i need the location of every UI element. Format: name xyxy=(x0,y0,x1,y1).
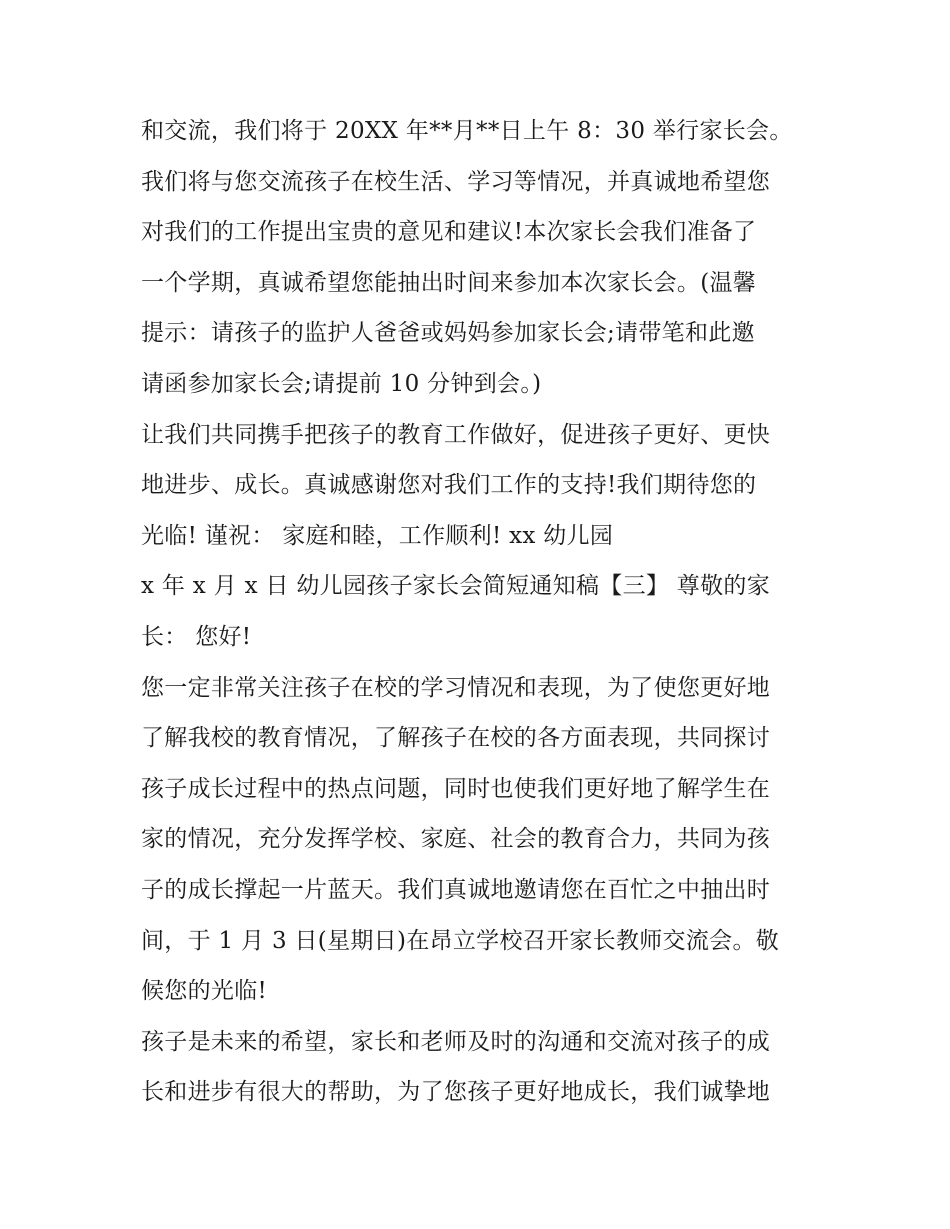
text-line: 候您的光临! xyxy=(141,978,268,1005)
text-line: 和交流，我们将于 20XX 年**月**日上午 8：30 举行家长会。 xyxy=(141,118,793,144)
text-line: 地进步、成长。真诚感谢您对我们工作的支持!我们期待您的 xyxy=(141,472,757,499)
document-body xyxy=(141,106,821,1118)
text-line: 请函参加家长会;请提前 10 分钟到会。) xyxy=(141,370,542,397)
text-line: 对我们的工作提出宝贵的意见和建议!本次家长会我们准备了 xyxy=(141,219,757,246)
text-line: 子的成长撑起一片蓝天。我们真诚地邀请您在百忙之中抽出时 xyxy=(141,876,771,903)
text-line: 提示：请孩子的监护人爸爸或妈妈参加家长会;请带笔和此邀 xyxy=(141,320,755,347)
text-line: 长和进步有很大的帮助，为了您孩子更好地成长，我们诚挚地 xyxy=(141,1079,771,1106)
text-line: 您一定非常关注孩子在校的学习情况和表现，为了使您更好地 xyxy=(141,674,771,701)
text-line: 了解我校的教育情况，了解孩子在校的各方面表现，共同探讨 xyxy=(141,725,771,752)
text-line: 间，于 1 月 3 日(星期日)在昂立学校召开家长教师交流会。敬 xyxy=(141,927,780,954)
text-line: 一个学期，真诚希望您能抽出时间来参加本次家长会。(温馨 xyxy=(141,269,757,296)
text-line: x 年 x 月 x 日 幼儿园孩子家长会简短通知稿【三】 尊敬的家 xyxy=(141,573,770,600)
text-line: 孩子成长过程中的热点问题，同时也使我们更好地了解学生在 xyxy=(141,775,771,802)
text-line: 长： 您好! xyxy=(141,623,252,650)
text-line: 光临! 谨祝： 家庭和睦，工作顺利! xx 幼儿园 xyxy=(141,522,614,549)
text-line: 让我们共同携手把孩子的教育工作做好，促进孩子更好、更快 xyxy=(141,421,771,448)
text-line: 孩子是未来的希望，家长和老师及时的沟通和交流对孩子的成 xyxy=(141,1028,771,1055)
text-line: 家的情况，充分发挥学校、家庭、社会的教育合力，共同为孩 xyxy=(141,826,771,853)
text-line: 我们将与您交流孩子在校生活、学习等情况，并真诚地希望您 xyxy=(141,168,771,195)
